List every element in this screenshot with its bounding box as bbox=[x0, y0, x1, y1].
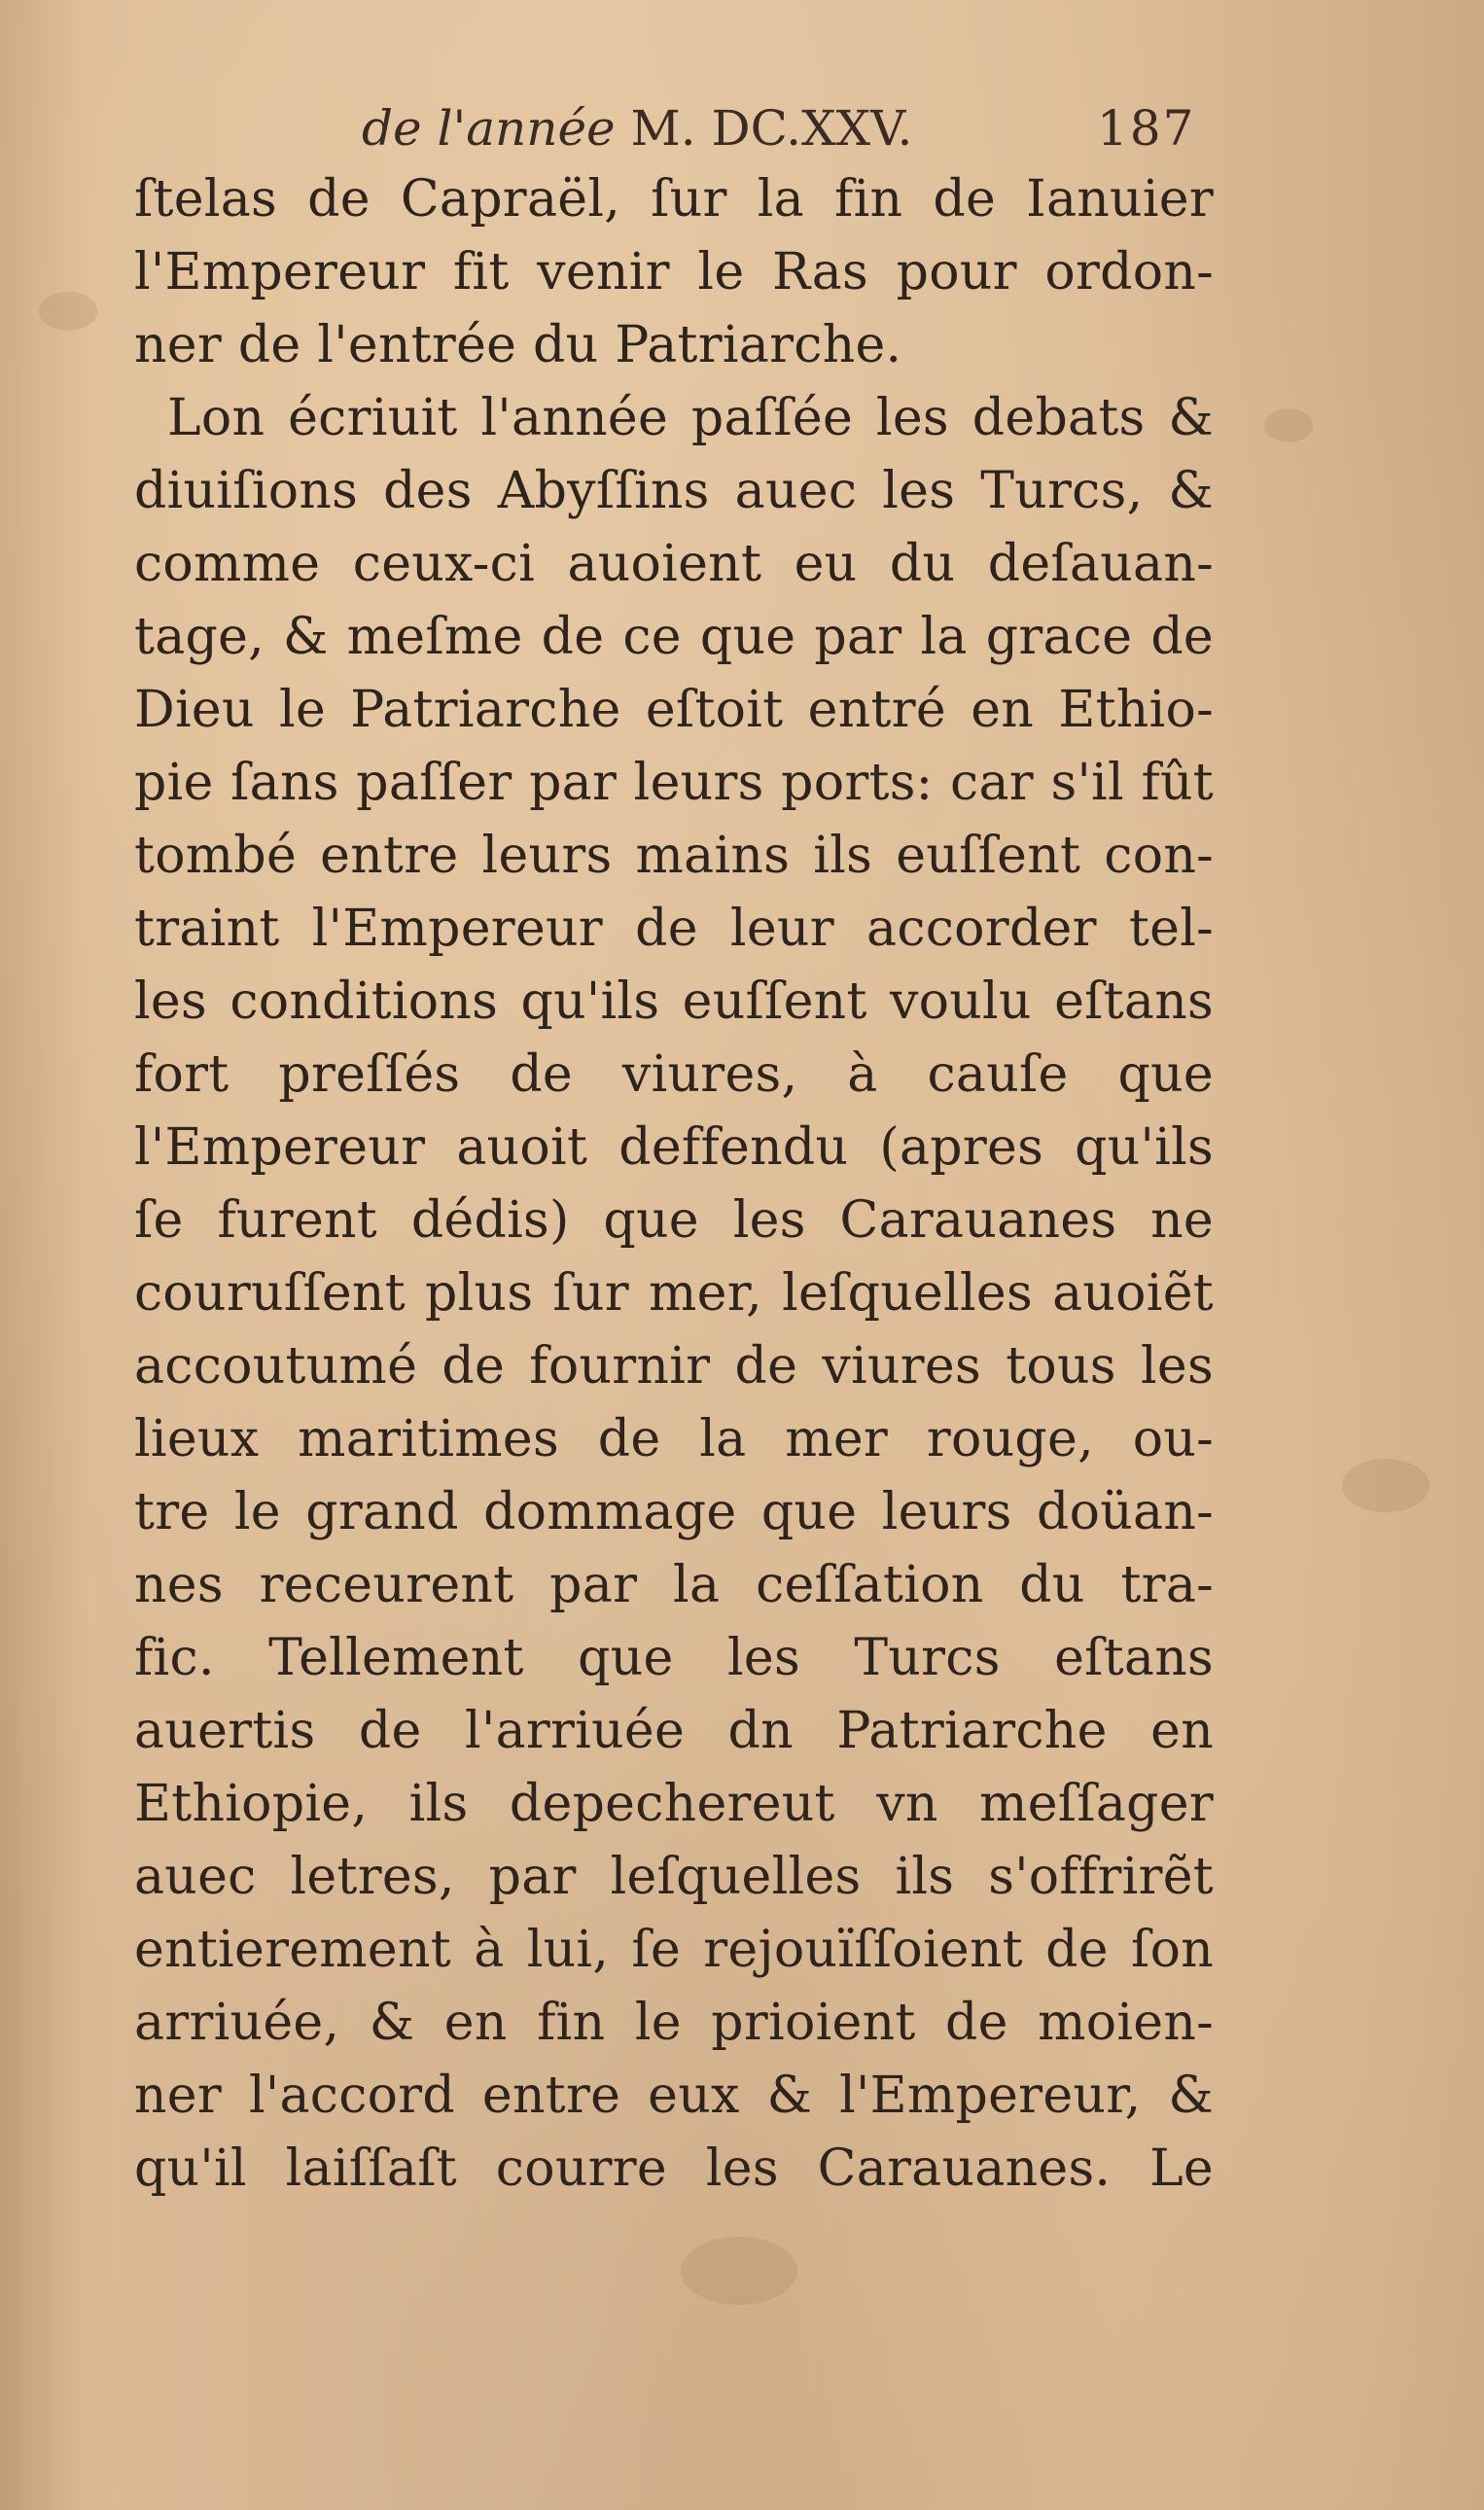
text-line: fort preſſés de viures, à cauſe que bbox=[134, 1045, 1214, 1104]
text-line: ner l'accord entre eux & l'Empereur, & bbox=[134, 2067, 1214, 2125]
text-line: lieux maritimes de la mer rouge, ou- bbox=[134, 1410, 1214, 1468]
text-line: tombé entre leurs mains ils euſſent con- bbox=[134, 827, 1214, 885]
text-line: ner de l'entrée du Patriarche. bbox=[134, 316, 902, 374]
text-line: entierement à lui, ſe rejouïſſoient de ſon bbox=[134, 1921, 1214, 1979]
text-line: auertis de l'arriuée dn Patriarche en bbox=[134, 1702, 1214, 1760]
text-line: nes receurent par la ceſſation du tra- bbox=[134, 1556, 1214, 1614]
body-text bbox=[134, 163, 1214, 2206]
text-line: arriuée, & en fin le prioient de moien- bbox=[134, 1994, 1214, 2052]
running-head bbox=[0, 89, 1484, 167]
page-number: 187 bbox=[1097, 100, 1196, 157]
paragraph-first-line: Lon écriuit l'année paſſée les debats & bbox=[167, 389, 1214, 447]
text-line: auec letres, par leſquelles ils s'offrirẽt bbox=[134, 1848, 1214, 1906]
text-line: ſtelas de Capraël, ſur la fin de Ianuier bbox=[134, 170, 1214, 229]
paper-stain bbox=[1264, 408, 1313, 442]
text-line: ſe furent dédis) que les Carauanes ne bbox=[134, 1191, 1214, 1250]
running-head-title-roman: M. DC.XXV. bbox=[615, 100, 913, 157]
text-line: l'Empereur fit venir le Ras pour ordon- bbox=[134, 243, 1214, 301]
text-line: l'Empereur auoit deffendu (apres qu'ils bbox=[134, 1118, 1214, 1177]
text-line: qu'il laiſſaſt courre les Carauanes. Le bbox=[134, 2139, 1214, 2198]
text-line: tre le grand dommage que leurs doüan- bbox=[134, 1483, 1214, 1541]
text-line: pie ſans paſſer par leurs ports: car s'il fût bbox=[134, 754, 1214, 812]
text-line: tage, & meſme de ce que par la grace de bbox=[134, 608, 1214, 666]
paper-stain bbox=[1342, 1459, 1430, 1512]
text-line: fic. Tellement que les Turcs eſtans bbox=[134, 1629, 1214, 1687]
text-line: Ethiopie, ils depechereut vn meſſager bbox=[134, 1775, 1214, 1833]
text-line: diuiſions des Abyſſins auec les Turcs, & bbox=[134, 462, 1214, 520]
paper-stain bbox=[681, 2237, 797, 2305]
text-line: couruſſent plus ſur mer, leſquelles auoiẽt bbox=[134, 1264, 1214, 1323]
paper-stain bbox=[39, 292, 97, 331]
running-head-title-italic: de l'année bbox=[362, 100, 616, 157]
text-line: les conditions qu'ils euſſent voulu eſtans bbox=[134, 972, 1214, 1031]
text-line: comme ceux-ci auoient eu du deſauan- bbox=[134, 535, 1214, 593]
text-line: accoutumé de fournir de viures tous les bbox=[134, 1337, 1214, 1396]
text-line: Dieu le Patriarche eſtoit entré en Ethio- bbox=[134, 681, 1214, 739]
running-head-title bbox=[362, 89, 912, 167]
text-line: traint l'Empereur de leur accorder tel- bbox=[134, 900, 1214, 958]
